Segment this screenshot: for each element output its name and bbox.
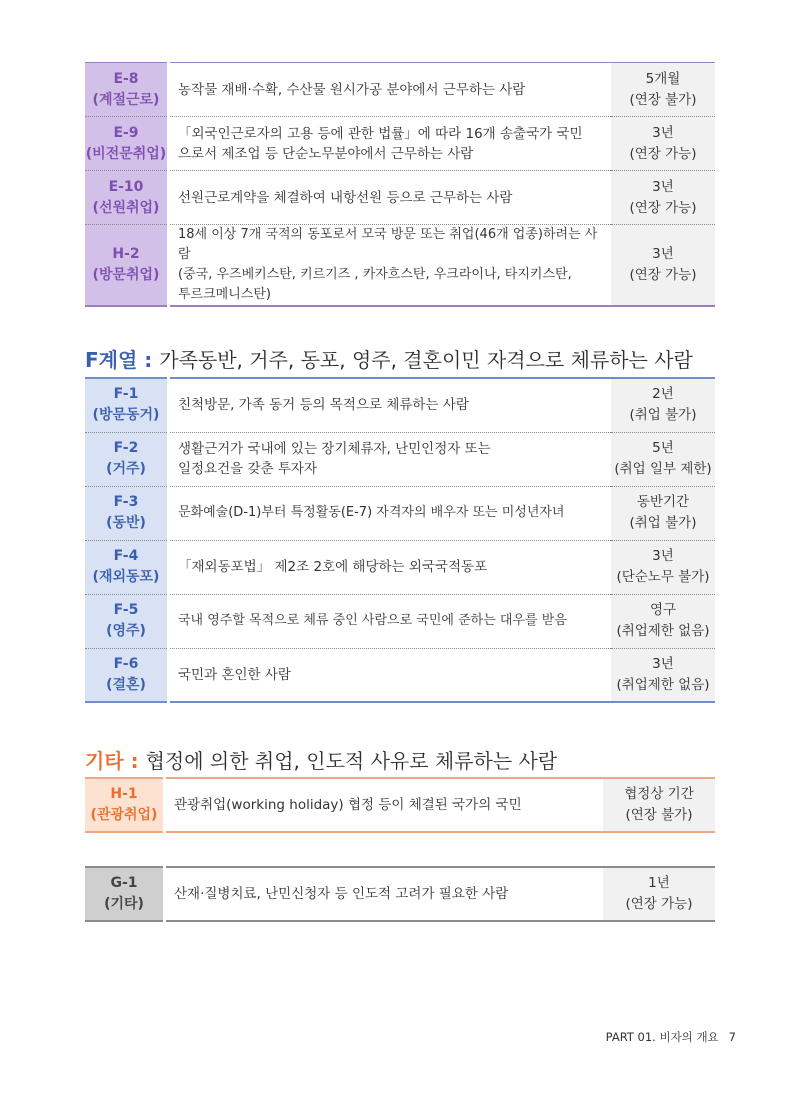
visa-code: E-8 bbox=[113, 70, 139, 87]
section-title-f-series bbox=[85, 344, 693, 373]
description-line: 선원근로계약을 체결하여 내항선원 등으로 근무하는 사람 bbox=[178, 189, 513, 206]
visa-code: F-1 bbox=[113, 386, 139, 403]
description-line: 관광취업(working holiday) 협정 등이 체결된 국가의 국민 bbox=[174, 797, 522, 813]
visa-row-f2 bbox=[85, 432, 715, 486]
stay-period: 3년 bbox=[652, 246, 674, 262]
stay-period-cell bbox=[611, 540, 715, 594]
stay-period: 5개월 bbox=[645, 70, 681, 87]
visa-row-f3 bbox=[85, 486, 715, 540]
description-line: 생활근거가 국내에 있는 장기체류자, 난민인정자 또는 bbox=[178, 441, 491, 457]
visa-code-cell bbox=[85, 225, 169, 307]
visa-table-g1 bbox=[85, 866, 715, 922]
description-line: 일정요건을 갖춘 투자자 bbox=[178, 461, 317, 477]
visa-description bbox=[169, 171, 612, 225]
stay-period: 3년 bbox=[652, 178, 674, 195]
visa-code: F-6 bbox=[113, 655, 139, 672]
visa-code: F-5 bbox=[113, 602, 139, 618]
visa-name: (관광취업) bbox=[90, 807, 158, 823]
visa-name: (재외동포) bbox=[92, 569, 160, 585]
stay-period: 3년 bbox=[652, 124, 674, 141]
visa-description bbox=[169, 117, 612, 171]
visa-description bbox=[169, 594, 612, 648]
stay-note: (연장 가능) bbox=[629, 145, 697, 162]
visa-code: E-10 bbox=[108, 178, 144, 195]
visa-code-cell bbox=[85, 867, 165, 921]
visa-table-h1 bbox=[85, 777, 715, 833]
visa-description bbox=[169, 378, 612, 432]
visa-name: (방문취업) bbox=[92, 267, 160, 283]
stay-period-cell bbox=[611, 171, 715, 225]
section-title-other bbox=[85, 745, 557, 774]
stay-note: (취업제한 없음) bbox=[616, 676, 710, 693]
visa-description bbox=[169, 225, 612, 307]
visa-code: H-2 bbox=[112, 246, 140, 262]
visa-code-cell bbox=[85, 63, 169, 117]
visa-code: F-3 bbox=[113, 494, 139, 510]
section-heading-text: 가족동반, 거주, 동포, 영주, 결혼이민 자격으로 체류하는 사람 bbox=[159, 348, 693, 372]
visa-code-cell bbox=[85, 432, 169, 486]
visa-table-f-series bbox=[85, 377, 715, 703]
description-line: 문화예술(D-1)부터 특정활동(E-7) 자격자의 배우자 또는 미성년자녀 bbox=[178, 505, 565, 520]
stay-note: (연장 가능) bbox=[629, 267, 697, 283]
stay-note: (취업제한 없음) bbox=[616, 623, 710, 639]
stay-period: 3년 bbox=[652, 548, 674, 564]
description-line: 농작물 재배·수확, 수산물 원시가공 분야에서 근무하는 사람 bbox=[178, 81, 526, 98]
stay-note: (취업 일부 제한) bbox=[614, 461, 712, 477]
stay-note: (연장 가능) bbox=[629, 199, 697, 216]
visa-row-h2 bbox=[85, 225, 715, 307]
visa-row-e9 bbox=[85, 117, 715, 171]
visa-name: (비전문취업) bbox=[85, 145, 167, 162]
stay-period-cell bbox=[611, 486, 715, 540]
visa-code: G-1 bbox=[110, 875, 138, 891]
visa-name: (영주) bbox=[106, 623, 146, 639]
visa-code: H-1 bbox=[110, 786, 138, 802]
visa-code-cell bbox=[85, 540, 169, 594]
description-line: 「재외동포법」 제2조 2호에 해당하는 외국국적동포 bbox=[178, 559, 488, 575]
description-line: 「외국인근로자의 고용 등에 관한 법률」에 따라 16개 송출국가 국민 bbox=[178, 125, 583, 142]
visa-row-g1 bbox=[85, 867, 715, 921]
stay-period-cell bbox=[611, 117, 715, 171]
description-line: 친척방문, 가족 동거 등의 목적으로 체류하는 사람 bbox=[178, 397, 469, 414]
page-footer bbox=[606, 1029, 736, 1045]
visa-row-f6 bbox=[85, 648, 715, 702]
description-line: (중국, 우즈베키스탄, 키르기즈 , 카자흐스탄, 우크라이나, 타지키스탄, bbox=[178, 267, 572, 282]
stay-period: 협정상 기간 bbox=[624, 786, 694, 802]
description-line: 국내 영주할 목적으로 체류 중인 사람으로 국민에 준하는 대우를 받음 bbox=[178, 613, 567, 628]
section-heading-text: 협정에 의한 취업, 인도적 사유로 체류하는 사람 bbox=[145, 749, 558, 773]
stay-period: 1년 bbox=[648, 875, 670, 891]
visa-row-e8 bbox=[85, 63, 715, 117]
description-line: 으로서 제조업 등 단순노무분야에서 근무하는 사람 bbox=[178, 145, 474, 162]
stay-period-cell bbox=[611, 63, 715, 117]
description-line: 국민과 혼인한 사람 bbox=[178, 666, 291, 683]
section-prefix: F계열 bbox=[85, 348, 138, 372]
stay-note: (취업 불가) bbox=[629, 407, 697, 424]
visa-description bbox=[169, 63, 612, 117]
description-line: 투르크메니스탄) bbox=[178, 287, 271, 302]
visa-row-f1 bbox=[85, 378, 715, 432]
visa-description bbox=[169, 486, 612, 540]
description-line: 산재·질병치료, 난민신청자 등 인도적 고려가 필요한 사람 bbox=[174, 886, 509, 902]
stay-period: 영구 bbox=[649, 602, 677, 618]
visa-code: F-4 bbox=[113, 548, 139, 564]
visa-name: (선원취업) bbox=[92, 199, 160, 216]
stay-note: (연장 가능) bbox=[625, 896, 693, 912]
visa-row-h1 bbox=[85, 778, 715, 832]
visa-row-f5 bbox=[85, 594, 715, 648]
visa-name: (방문동거) bbox=[92, 407, 160, 424]
section-prefix: 기타 bbox=[85, 749, 124, 773]
stay-period-cell bbox=[603, 778, 715, 832]
stay-period: 5년 bbox=[652, 440, 674, 456]
visa-row-e10 bbox=[85, 171, 715, 225]
stay-period-cell bbox=[611, 594, 715, 648]
stay-note: (연장 불가) bbox=[629, 91, 697, 108]
visa-code-cell bbox=[85, 594, 169, 648]
visa-code-cell bbox=[85, 648, 169, 702]
description-line: 18세 이상 7개 국적의 동포로서 모국 방문 또는 취업(46개 업종)하려는 사람 bbox=[178, 227, 598, 262]
stay-period-cell bbox=[611, 648, 715, 702]
visa-code-cell bbox=[85, 171, 169, 225]
stay-note: (단순노무 불가) bbox=[616, 569, 710, 585]
visa-code: F-2 bbox=[113, 440, 139, 456]
visa-description bbox=[169, 432, 612, 486]
visa-code-cell bbox=[85, 378, 169, 432]
stay-period: 2년 bbox=[652, 386, 674, 403]
visa-name: (기타) bbox=[104, 896, 144, 912]
visa-description bbox=[165, 778, 604, 832]
stay-period: 3년 bbox=[652, 655, 674, 672]
visa-name: (거주) bbox=[106, 461, 146, 477]
stay-period: 동반기간 bbox=[636, 494, 690, 510]
footer-section-label: PART 01. 비자의 개요 bbox=[605, 1030, 719, 1044]
visa-name: (결혼) bbox=[106, 676, 146, 693]
page-number: 7 bbox=[728, 1030, 736, 1044]
visa-code-cell bbox=[85, 486, 169, 540]
visa-description bbox=[165, 867, 604, 921]
section-separator: : bbox=[123, 749, 146, 773]
visa-name: (동반) bbox=[106, 515, 146, 531]
stay-period-cell bbox=[611, 432, 715, 486]
stay-note: (취업 불가) bbox=[629, 515, 697, 531]
stay-note: (연장 불가) bbox=[625, 807, 693, 823]
stay-period-cell bbox=[611, 225, 715, 307]
visa-row-f4 bbox=[85, 540, 715, 594]
section-separator: : bbox=[137, 348, 160, 372]
visa-name: (계절근로) bbox=[92, 91, 160, 108]
visa-code-cell bbox=[85, 117, 169, 171]
visa-table-e-series bbox=[85, 62, 715, 307]
stay-period-cell bbox=[603, 867, 715, 921]
visa-description bbox=[169, 648, 612, 702]
stay-period-cell bbox=[611, 378, 715, 432]
visa-description bbox=[169, 540, 612, 594]
visa-code: E-9 bbox=[113, 124, 139, 141]
visa-code-cell bbox=[85, 778, 165, 832]
